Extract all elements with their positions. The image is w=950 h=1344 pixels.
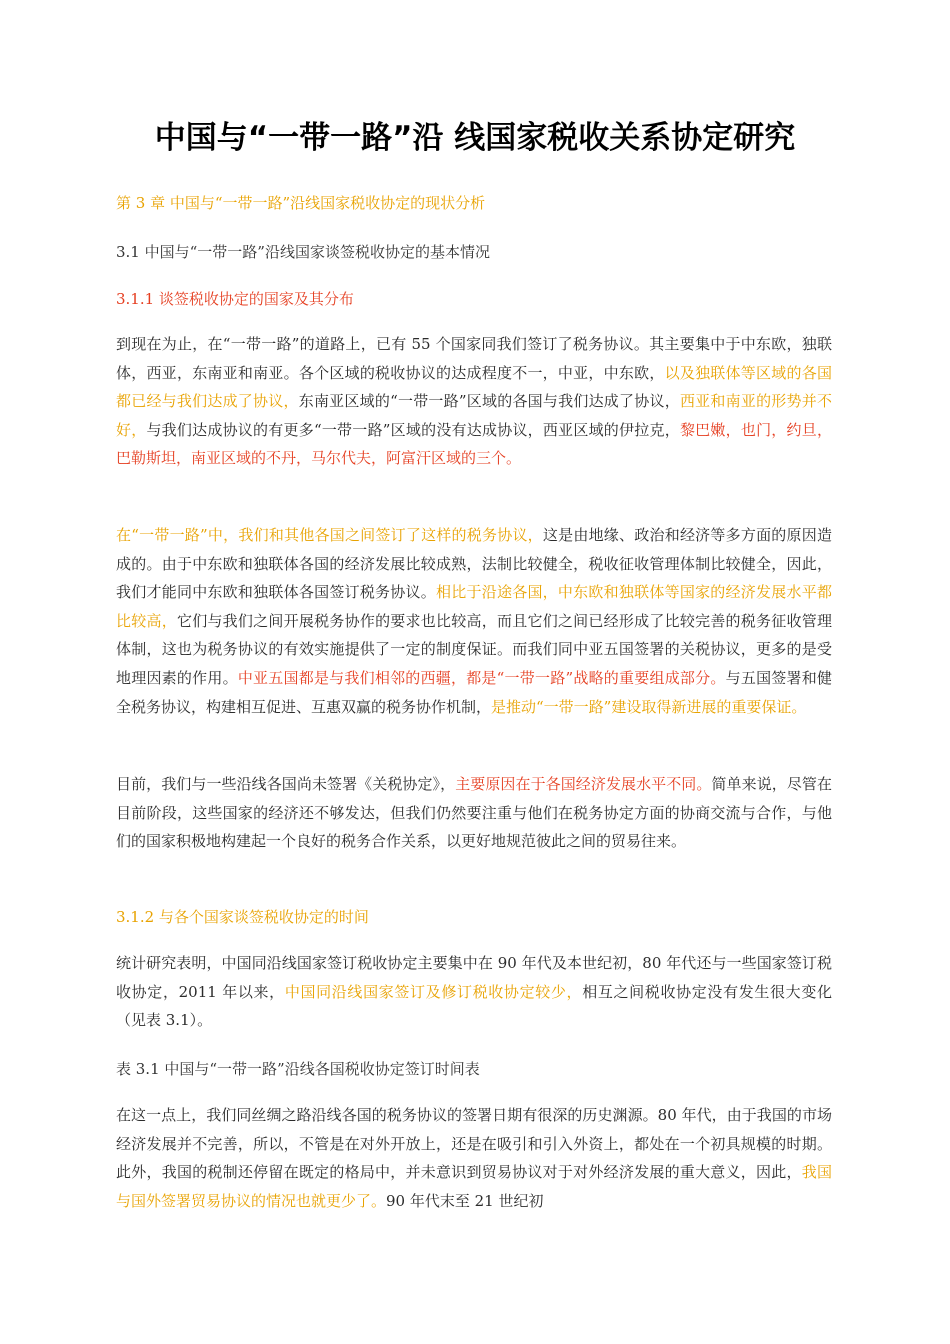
text-run: 在“一带一路”中，我们和其他各国之间签订了这样的税务协议，	[116, 526, 543, 544]
section-heading: 3.1 中国与“一带一路”沿线国家谈签税收协定的基本情况	[116, 243, 490, 261]
text-run: 西亚和南亚的形势并不好，	[116, 392, 832, 439]
text-run: 与我们达成协议的有更多“一带一路”区域的没有达成协议，西亚区域的伊拉克，	[146, 420, 680, 439]
text-run: 这是由地缘、政治和经济等多方面的原因造成的。由于中东欧和独联体各国的经济发展比较成熟，法制比较健全，税收征收管理体制比较健全，因此，我们才能同中东欧和独联体各国签订税务协议。	[116, 526, 832, 602]
paragraph-3	[116, 770, 832, 856]
subsection-heading-1: 3.1.1 谈签税收协定的国家及其分布	[116, 290, 354, 308]
text-run: 它们与我们之间开展税务协作的要求也比较高，而且它们之间已经形成了比较完善的税务征收管理体制，这也为税务协议的有效实施提供了一定的制度保证。而我们同中亚五国签署的关税协议，更多的是受地理因素的作用。	[116, 611, 832, 687]
text-run: 相比于沿途各国，中东欧和独联体等国家的经济发展水平都比较高，	[116, 583, 832, 630]
text-run: 与五国签署和健全税务协议，构建相互促进、互惠双赢的税务协作机制，	[116, 668, 832, 716]
text-run: 目前，我们与一些沿线各国尚未签署《关税协定》，	[116, 775, 456, 793]
document-title: 中国与“一带一路”沿 线国家税收关系协定研究	[154, 120, 796, 156]
text-run: 简单来说，尽管在目前阶段，这些国家的经济还不够发达，但我们仍然要注重与他们在税务协定方面的协商交流与合作，与他们的国家积极地构建起一个良好的税务合作关系，以更好地规范彼此之间的贸易往来。	[116, 775, 832, 851]
chapter-heading: 第 3 章 中国与“一带一路”沿线国家税收协定的现状分析	[116, 194, 486, 212]
text-run: 90 年代末至 21 世纪初	[386, 1191, 544, 1210]
text-run: 以及独联体等区域的各国都已经与我们达成了协议，	[116, 363, 832, 411]
text-run: 东南亚区域的“一带一路”区域的各国与我们达成了协议，	[298, 392, 680, 411]
text-run: 相互之间税收协定没有发生很大变化（见表 3.1）。	[116, 982, 832, 1030]
text-run: 我国与国外签署贸易协议的情况也就更少了。	[116, 1163, 832, 1210]
paragraph-1	[116, 330, 832, 473]
text-run: 中亚五国都是与我们相邻的西疆，都是“一带一路”战略的重要组成部分。	[237, 668, 726, 687]
paragraph-5	[116, 1101, 832, 1215]
text-run: 统计研究表明，中国同沿线国家签订税收协定主要集中在 90 年代及本世纪初，80 年代还与一些国家签订税收协定，2011 年以来，	[116, 954, 832, 1001]
paragraph-4	[116, 949, 832, 1035]
text-run: 在这一点上，我们同丝绸之路沿线各国的税务协议的签署日期有很深的历史渊源。80 年代，由于我国的市场经济发展并不完善，所以，不管是在对外开放上，还是在吸引和引入外资上，都处在一个初具规模的时期。此外，我国的税制还停留在既定的格局中，并未意识到贸易协议对于对外经济发展的重大意义，因此，	[116, 1106, 832, 1182]
text-run: 中国同沿线国家签订及修订税收协定较少，	[284, 982, 583, 1001]
text-run: 主要原因在于各国经济发展水平不同。	[455, 775, 712, 793]
paragraph-2	[116, 521, 832, 721]
text-run: 黎巴嫩，也门，约旦，巴勒斯坦，南亚区域的不丹，马尔代夫，阿富汗区域的三个。	[116, 420, 832, 468]
text-run: 到现在为止，在“一带一路”的道路上，已有 55 个国家同我们签订了税务协议。其主要集中于中东欧，独联体，西亚，东南亚和南亚。各个区域的税收协议的达成程度不一，中亚，中东欧，	[116, 335, 832, 382]
table-caption: 表 3.1 中国与“一带一路”沿线各国税收协定签订时间表	[116, 1060, 480, 1078]
text-run: 是推动“一带一路”建设取得新进展的重要保证。	[491, 697, 807, 716]
subsection-heading-2: 3.1.2 与各个国家谈签税收协定的时间	[116, 908, 369, 926]
